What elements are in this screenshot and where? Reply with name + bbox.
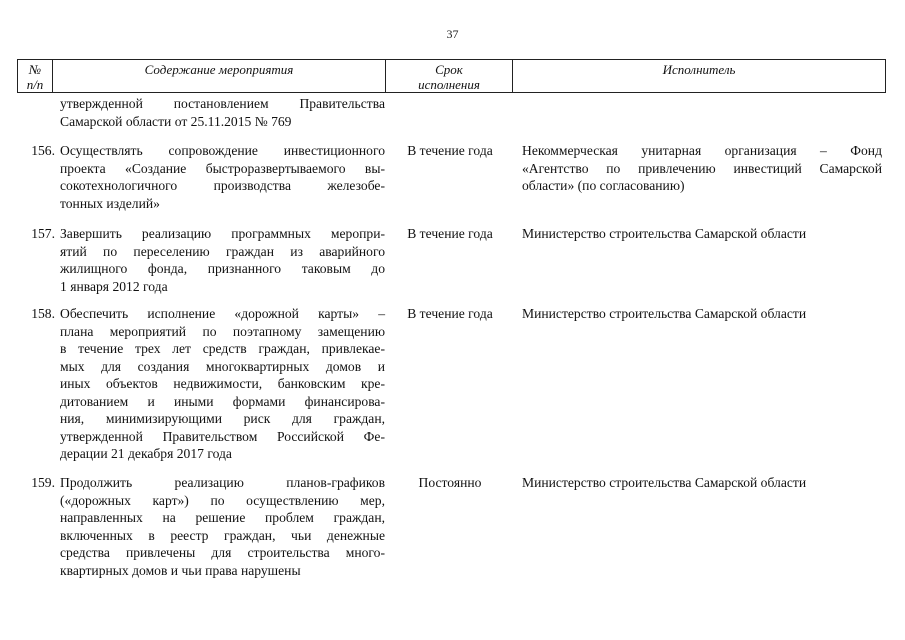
header-content-column — [53, 60, 386, 93]
content-line: Продолжить реализацию планов-графиков — [60, 475, 385, 490]
content-line: Обеспечить исполнение «дорожной карты» – — [60, 306, 385, 321]
header-term-label-1: Срок — [435, 62, 463, 77]
header-number-symbol: № — [28, 62, 42, 77]
row-number: 156. — [31, 143, 55, 158]
executor-line: Некоммерческая унитарная организация – Фонд — [522, 143, 882, 158]
row-content — [60, 142, 385, 212]
row-executor — [522, 305, 882, 323]
content-line: ятий по переселению граждан из аварийного — [60, 243, 385, 259]
row-content — [60, 225, 385, 295]
header-executor-column — [513, 60, 886, 93]
content-line: квартирных домов и чьи права нарушены — [60, 562, 301, 578]
content-line: тонных изделий» — [60, 195, 160, 211]
row-number: 157. — [31, 226, 55, 241]
content-line: Самарской области от 25.11.2015 № 769 — [60, 113, 292, 129]
executor-line: области» (по согласованию) — [522, 178, 685, 193]
content-line: ния, минимизирующими риск для граждан, — [60, 411, 385, 426]
row-term: В течение года — [407, 226, 493, 241]
header-term-label-2: исполнения — [418, 77, 480, 92]
page-number: 37 — [446, 27, 459, 41]
content-line: дитованием и иными формами финансирова- — [60, 393, 385, 409]
executor-line: «Агентство по привлечению инвестиций Самарской — [522, 160, 882, 176]
content-line: направленных на решение проблем граждан, — [60, 510, 385, 525]
header-content-label: Содержание мероприятия — [144, 62, 294, 77]
content-line: дерации 21 декабря 2017 года — [60, 446, 232, 461]
content-line: жилищного фонда, признанного таковым до — [60, 261, 385, 276]
row-content — [60, 305, 385, 463]
executor-line: Министерство строительства Самарской области — [522, 306, 807, 321]
row-executor — [522, 225, 882, 243]
content-line: включенных в реестр граждан, чьи денежные — [60, 527, 385, 543]
content-line: Осуществлять сопровождение инвестиционного — [60, 143, 385, 158]
table-header — [17, 59, 886, 93]
row-number: 159. — [31, 475, 55, 490]
row-term: В течение года — [407, 143, 493, 158]
row-content — [60, 474, 385, 579]
row-number: 158. — [31, 306, 55, 321]
row-executor — [522, 474, 882, 492]
content-line: иных объектов недвижимости, банковским кре- — [60, 376, 385, 391]
header-number-column — [18, 60, 53, 93]
content-line: в течение трех лет средств граждан, привлекае- — [60, 341, 385, 356]
content-line: («дорожных карт») по осуществлению мер, — [60, 492, 385, 508]
header-term-column — [386, 60, 513, 93]
content-line: мых для создания многоквартирных домов и — [60, 358, 385, 374]
row-term: Постоянно — [418, 475, 482, 490]
content-line: сокотехнологичного производства железобе- — [60, 178, 385, 193]
content-line: утвержденной постановлением Правительства — [60, 96, 385, 111]
content-line: проекта «Создание быстроразвертываемого вы- — [60, 160, 385, 176]
row-executor — [522, 142, 882, 195]
row-term: В течение года — [407, 306, 493, 321]
content-line: средства привлечены для строительства много- — [60, 545, 385, 560]
header-executor-label: Исполнитель — [662, 62, 736, 77]
executor-line: Министерство строительства Самарской области — [522, 475, 807, 490]
content-line: утвержденной Правительством Российской Фе- — [60, 428, 385, 444]
content-line: Завершить реализацию программных меропри- — [60, 226, 385, 241]
row-content — [60, 95, 385, 130]
content-line: 1 января 2012 года — [60, 278, 168, 294]
executor-line: Министерство строительства Самарской области — [522, 226, 807, 241]
content-line: плана мероприятий по поэтапному замещению — [60, 323, 385, 339]
header-number-abbr: п/п — [26, 77, 44, 92]
